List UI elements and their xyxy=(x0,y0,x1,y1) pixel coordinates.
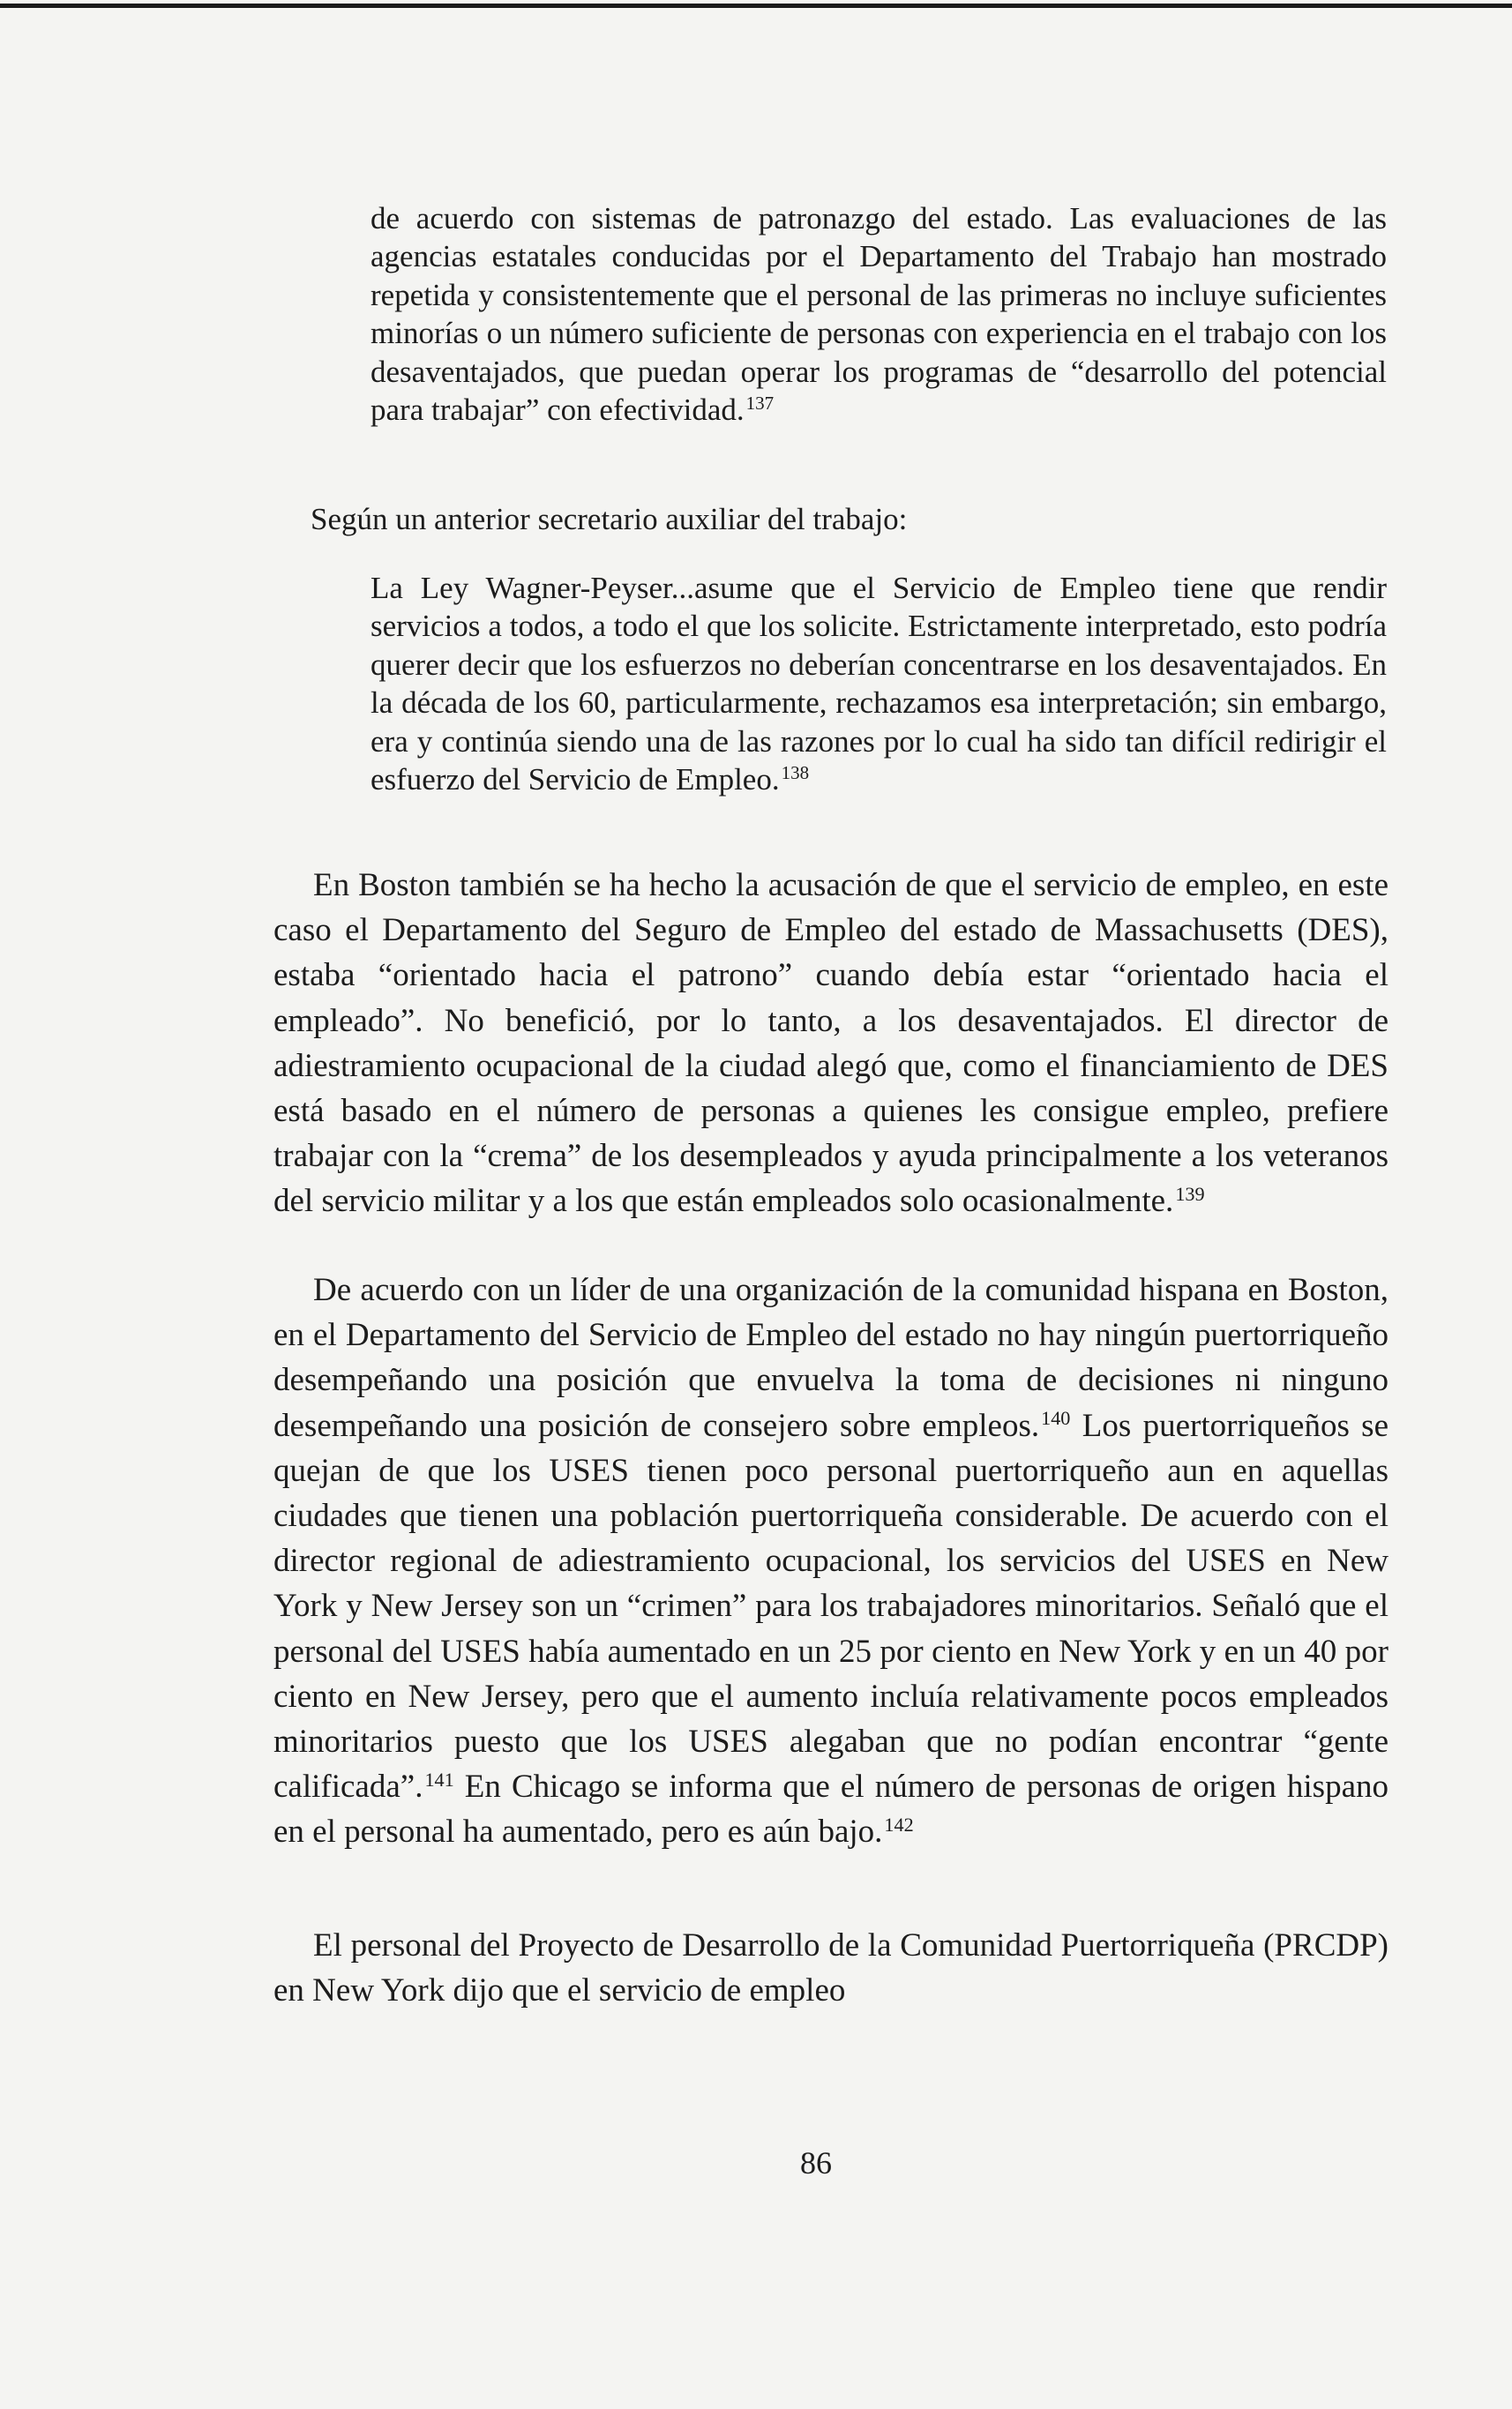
paragraph-text: Los puertorriqueños se quejan de que los USES tienen poco personal puertorriqueño aun en aquellas ciudades que tienen una población puertorriqueña considerable. De acuerdo con el director regional de adiestramiento ocupacional, los servicios del USES en New York y New Jersey son un “crimen” para los trabajadores minoritarios. Señaló que el personal del USES había aumentado en un 25 por ciento en New York y en un 40 por ciento en New Jersey, pero que el aumento incluía relativamente pocos empleados minoritarios puesto que los USES alegaban que no podían encontrar “gente calificada”. xyxy=(273,1407,1388,1806)
paragraph-text: De acuerdo con un líder de una organización de la comunidad hispana en Boston, en el Departamento del Servicio de Empleo del estado no hay ningún puertorriqueño desempeñando una posición que envuelva la toma de decisiones ni ninguno desempeñando una posición de consejero sobre empleos. xyxy=(273,1272,1388,1444)
paragraph-text: El personal del Proyecto de Desarrollo de la Comunidad Puertorriqueña (PRCDP) en New York dijo que el servicio de empleo xyxy=(273,1927,1388,2009)
footnote-marker: 138 xyxy=(781,762,810,784)
paragraph-boston-des xyxy=(273,863,1388,1224)
paragraph-quote-intro xyxy=(311,500,1325,539)
paragraph-text: Según un anterior secretario auxiliar del trabajo: xyxy=(311,502,908,536)
paragraph-text: La Ley Wagner-Peyser...asume que el Servicio de Empleo tiene que rendir servicios a todos, a todo el que los solicite. Estrictamente interpretado, esto podría querer decir que los esfuerzos no deberían concentrarse en los desaventajados. En la década de los 60, particularmente, rechazamos esa interpretación; sin embargo, era y continúa siendo una de las razones por lo cual ha sido tan difícil redirigir el esfuerzo del Servicio de Empleo. xyxy=(371,571,1387,797)
page-number: 86 xyxy=(800,2145,832,2181)
footnote-marker: 139 xyxy=(1175,1183,1205,1206)
footnote-marker: 137 xyxy=(745,393,775,415)
paragraph-text: de acuerdo con sistemas de patronazgo del estado. Las evaluaciones de las agencias estatales conducidas por el Departamento del Trabajo han mostrado repetida y consistentemente que el personal de las primeras no incluye suficientes minorías o un número suficiente de personas con experiencia en el trabajo con los desaventajados, que puedan operar los programas de “desarrollo del potencial para trabajar” con efectividad. xyxy=(371,201,1387,428)
footnote-marker: 142 xyxy=(884,1814,914,1837)
paragraph-text: En Chicago se informa que el número de personas de origen hispano en el personal ha aumentado, pero es aún bajo. xyxy=(273,1769,1388,1851)
paragraph-hispanic-leader xyxy=(273,1268,1388,1855)
footnote-marker: 141 xyxy=(424,1769,454,1792)
footnote-marker: 140 xyxy=(1041,1407,1071,1430)
paragraph-block-quote xyxy=(371,569,1387,798)
paragraph-prcdp xyxy=(273,1923,1388,2013)
paragraph-text: En Boston también se ha hecho la acusación de que el servicio de empleo, en este caso el Departamento del Seguro de Empleo del estado de Massachusetts (DES), estaba “orientado hacia el patrono” cuando debía estar “orientado hacia el empleado”. No benefició, por lo tanto, a los desaventajados. El director de adiestramiento ocupacional de la ciudad alegó que, como el financiamiento de DES está basado en el número de personas a quienes les consigue empleo, prefiere trabajar con la “crema” de los desempleados y ayuda principalmente a los veteranos del servicio militar y a los que están empleados solo ocasionalmente. xyxy=(273,867,1388,1220)
paragraph-block-quote-continuation xyxy=(371,199,1387,429)
